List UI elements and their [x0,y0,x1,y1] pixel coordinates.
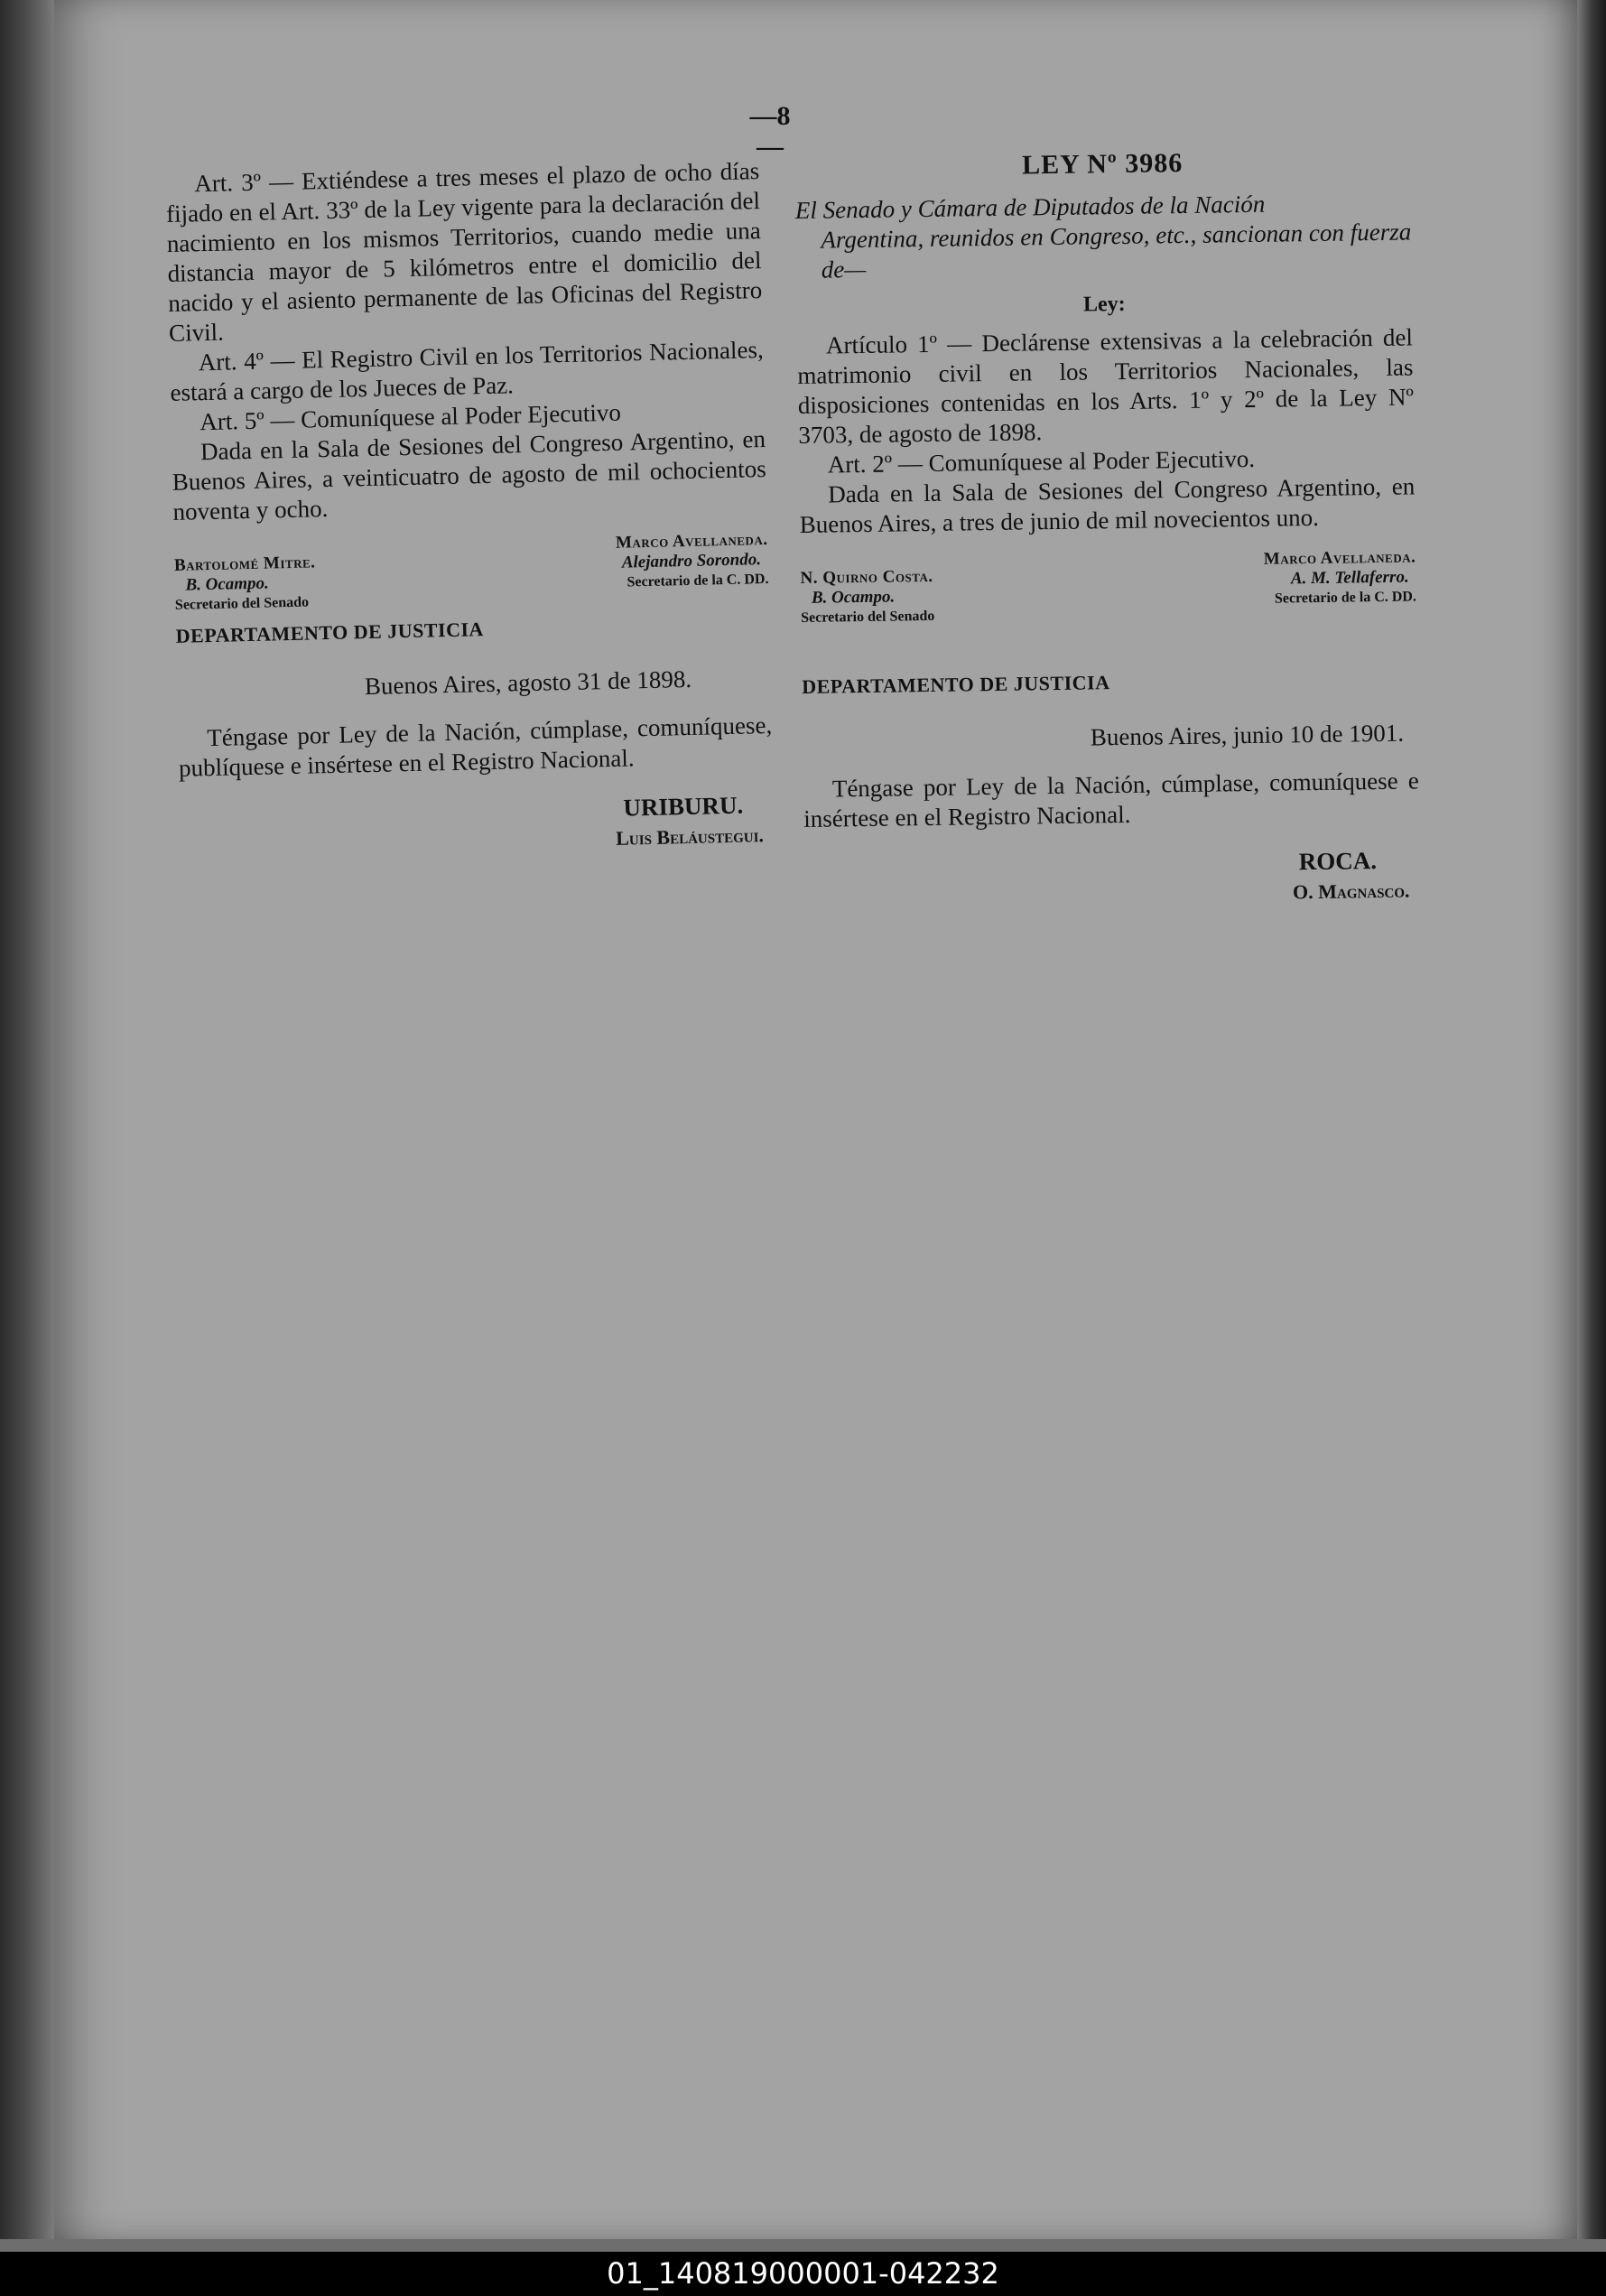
left-article-3: Art. 3º — Extiéndese a tres meses el plazo de ocho días fijado en el Art. 33º de la Ley vigente para la declaración del nacimiento en los mismos Territorios, cuando medie una distancia mayor de 5 kilómetros entre el domicilio del nacido y el asiento permanente de las Oficinas del Registro Civil. [165,157,763,347]
page-bottom-edge [0,2239,1606,2252]
left-decree: Téngase por Ley de la Nación, cúmplase, comuníquese, publíquese e insértese en el Registro Nacional. [178,711,773,782]
right-given-at: Dada en la Sala de Sesiones del Congreso Argentino, en Buenos Aires, a tres de junio de mil novecientos uno. [799,472,1416,538]
left-congress-signatures [173,530,769,616]
right-column [794,144,1421,913]
left-deputies-secretary: Alejandro Sorondo. [621,550,762,572]
right-senate-role: Secretario del Senado [801,608,935,626]
left-column [165,156,775,863]
left-senate-president: Bartolomé Mitre. [173,553,316,575]
ley-heading: Ley: [1082,292,1126,317]
right-decree: Téngase por Ley de la Nación, cúmplase, comuníquese e insértese en el Registro Nacional. [803,767,1419,832]
preamble-line-2: Argentina, reunidos en Congreso, etc., sancionan con fuerza de— [821,218,1412,284]
left-senate-role: Secretario del Senado [174,594,310,613]
left-president-signature: URIBURU. [623,791,744,822]
page-number: —8— [749,101,791,162]
left-deputies-signature [616,530,769,606]
left-senate-secretary: B. Ocampo. [185,573,270,595]
right-article-1: Artículo 1º — Declárense extensivas a la celebración del matrimonio civil en los Territorios Nacionales, las disposiciones contenidas en los Arts. 1º y 2º de la Ley Nº 3703, de agosto de 1898. [797,323,1415,449]
right-deputies-role: Secretario de la C. DD. [1274,589,1417,607]
right-president-signature: ROCA. [1298,847,1378,876]
left-senate-signature [174,553,317,616]
right-senate-secretary: B. Ocampo. [811,587,896,608]
left-deputies-role: Secretario de la C. DD. [627,571,769,590]
left-article-5: Art. 5º — Comuníquese al Poder Ejecutivo [200,398,622,436]
right-final-signatures [804,846,1410,914]
right-deputies-secretary: A. M. Tellaferro. [1290,567,1409,589]
right-department: DEPARTAMENTO DE JUSTICIA [802,671,1110,698]
right-date: Buenos Aires, junio 10 de 1901. [1090,719,1405,751]
law-title: LEY Nº 3986 [1021,147,1184,181]
left-minister-signature: Luis Beláustegui. [615,823,765,850]
book-spine-right [1577,0,1606,2248]
preamble-line-1: El Senado y Cámara de Diputados de la Nación [794,190,1266,224]
right-senate-signature [800,567,934,628]
right-article-2: Art. 2º — Comuníquese al Poder Ejecutivo. [827,444,1256,479]
right-deputies-signature [1264,547,1417,621]
right-senate-president: N. Quirno Costa. [800,566,933,588]
left-date: Buenos Aires, agosto 31 de 1898. [364,665,692,701]
left-deputies-president: Marco Avellaneda. [615,529,768,553]
image-caption: 01_140819000001-042232 [0,2252,1606,2296]
left-given-at: Dada en la Sala de Sesiones del Congreso Argentino, en Buenos Aires, a veinticuatro de agosto de mil ochocientos noventa y ocho. [172,424,767,525]
right-congress-signatures [800,547,1416,628]
left-article-4: Art. 4º — El Registro Civil en los Territorios Nacionales, estará a cargo de los Jueces de Paz. [170,336,765,406]
right-deputies-president: Marco Avellaneda. [1263,547,1416,569]
right-minister-signature: O. Magnasco. [1292,878,1410,904]
law-preamble [795,187,1412,285]
left-department: DEPARTAMENTO DE JUSTICIA [175,618,485,647]
